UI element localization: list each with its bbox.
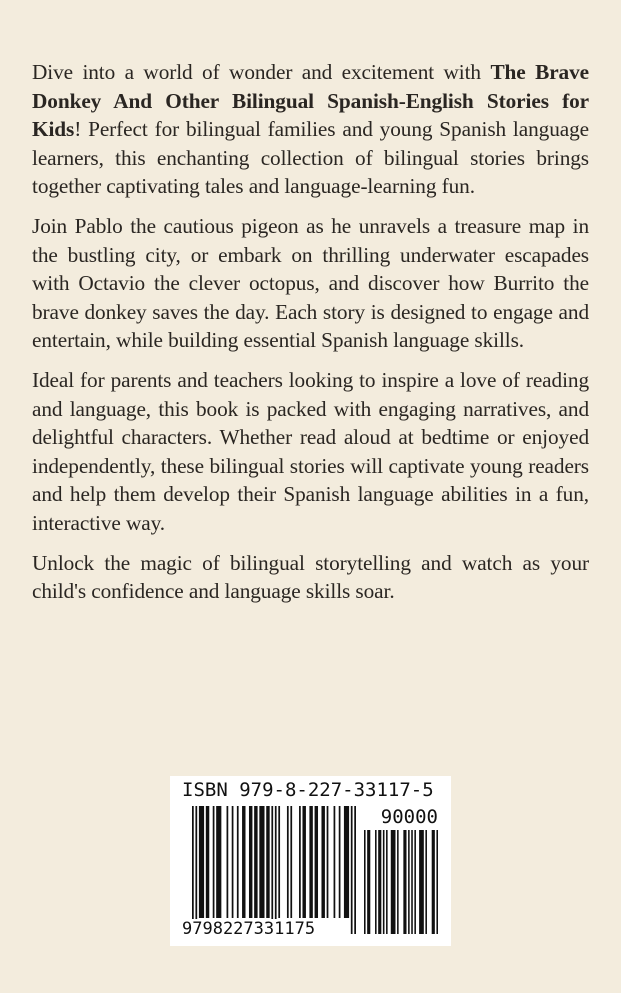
addon-bar [375, 830, 377, 934]
barcode-bar [242, 806, 245, 918]
barcode-bar [351, 806, 353, 934]
addon-bar [432, 830, 435, 934]
isbn-label: ISBN 979-8-227-33117-5 [182, 779, 434, 801]
addon-bar [364, 830, 366, 934]
addon-bar [386, 830, 388, 934]
intro-text: Dive into a world of wonder and excitement with [32, 60, 491, 84]
addon-bar [391, 830, 396, 934]
addon-bar [408, 830, 410, 934]
barcode-bar [275, 806, 277, 934]
barcode-bar [278, 806, 280, 918]
barcode-bar [334, 806, 336, 918]
barcode-bar [266, 806, 269, 918]
barcode-bar [206, 806, 209, 918]
barcode-bar [315, 806, 318, 918]
addon-bar [403, 830, 406, 934]
barcode-bar [227, 806, 229, 918]
barcode-bar [195, 806, 197, 934]
barcode-bar [309, 806, 312, 918]
barcode-bar [287, 806, 289, 918]
addon-bar [419, 830, 424, 934]
addon-bar [367, 830, 370, 934]
ean13-bars [192, 806, 356, 934]
barcode-bar [321, 806, 324, 918]
price-code: 90000 [380, 806, 438, 828]
barcode-bar [327, 806, 329, 918]
description-paragraph-4: Unlock the magic of bilingual storytelling and watch as your child's confidence and language skills soar. [32, 550, 589, 604]
addon-bar [383, 830, 385, 934]
barcode-bar [259, 806, 264, 918]
barcode-bar [254, 806, 257, 918]
back-cover-description [32, 58, 589, 617]
barcode-bar [213, 806, 215, 918]
addon-bar [414, 830, 416, 934]
barcode-bar [199, 806, 204, 918]
isbn-barcode [170, 776, 451, 946]
barcode-bar [216, 806, 221, 918]
barcode-bar [249, 806, 252, 918]
addon-bar [425, 830, 427, 934]
barcode-bar [354, 806, 356, 934]
barcode-bar [237, 806, 239, 918]
addon-bars [364, 830, 438, 934]
barcode-bar [232, 806, 234, 918]
description-paragraph-2: Join Pablo the cautious pigeon as he unravels a treasure map in the bustling city, or embark on thrilling underwater escapades with Octavio the clever octopus, and discover how Burrito the brave donkey saves the day. Each story is designed to engage and entertain, while building essential Spanish language skills. [32, 213, 589, 353]
barcode-digits: 9798227331175 [182, 919, 316, 939]
intro-continuation: ! Perfect for bilingual families and young Spanish language learners, this enchanting collection of bilingual stories brings together captivating tales and language-learning fun. [32, 117, 589, 199]
description-paragraph-3: Ideal for parents and teachers looking to inspire a love of reading and language, this book is packed with engaging narratives, and delightful characters. Whether read aloud at bedtime or enjoyed independently, these bilingual stories will captivate young readers and help them develop their Spanish language abilities in a fun, interactive way. [32, 367, 589, 535]
addon-bar [378, 830, 381, 934]
barcode-bar [339, 806, 341, 918]
book-title: The Brave Donkey And Other Bilingual Spanish-English Stories for Kids [32, 60, 589, 142]
barcode-bar [302, 806, 305, 918]
addon-bar [436, 830, 438, 934]
barcode-bar [290, 806, 292, 918]
barcode-bar [344, 806, 349, 918]
addon-bar [411, 830, 413, 934]
barcode-bar [271, 806, 273, 934]
barcode-bar [299, 806, 301, 918]
barcode-bar [192, 806, 194, 934]
description-paragraph-1 [32, 58, 589, 201]
addon-bar [397, 830, 399, 934]
